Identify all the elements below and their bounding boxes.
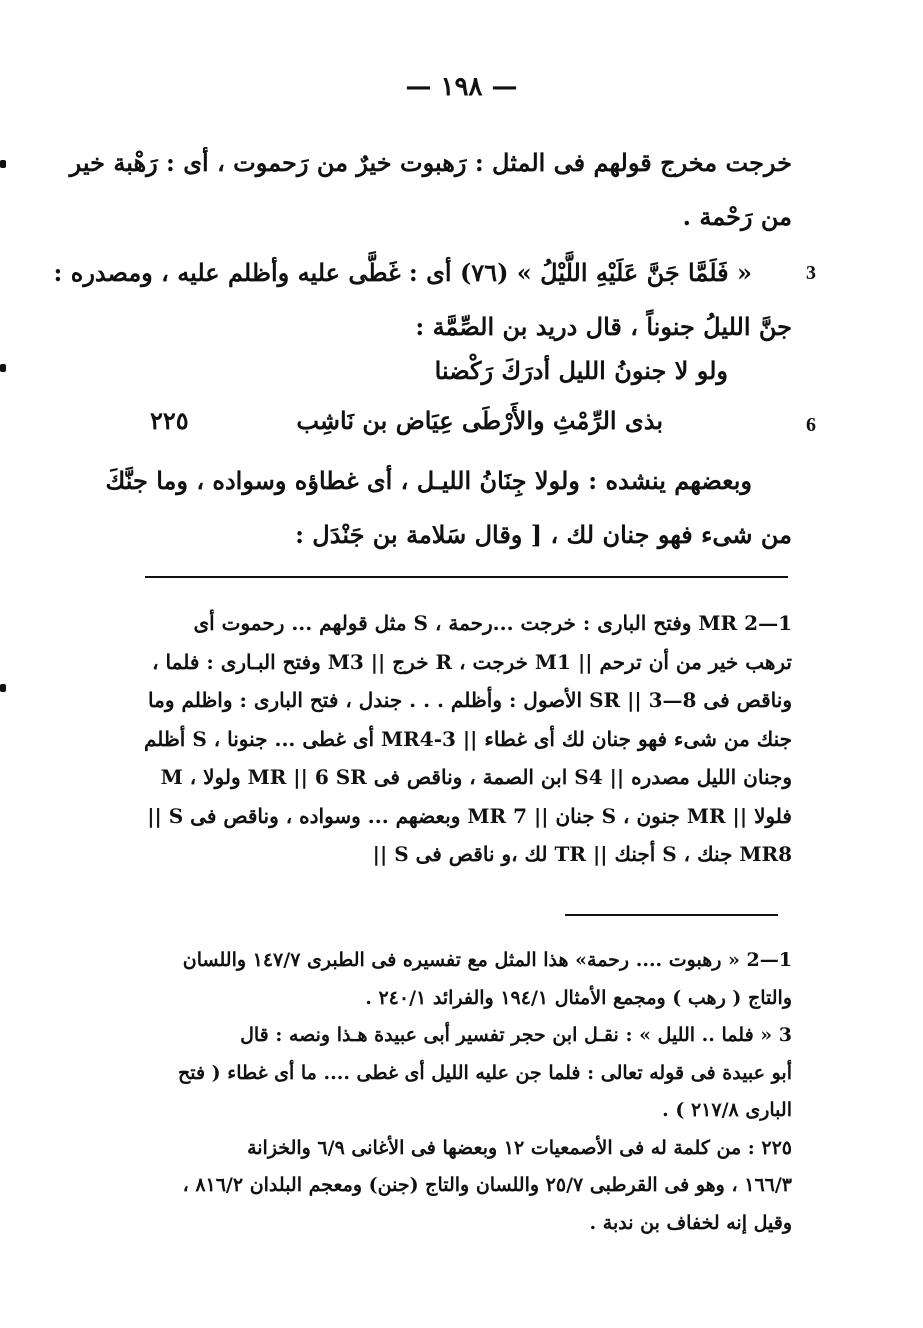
text-line: من شىء فهو جنان لك ، [ وقال سَلامة بن جَنْدَل : xyxy=(295,520,792,549)
apparatus-line: جنك من شىء فهو جنان لك أى غطاء || MR4-3 أى غطى ... جنونا ، S أظلم xyxy=(143,726,792,751)
footnote-line: أبو عبيدة فى قوله تعالى : فلما جن عليه الليل أى غطى .... ما أى غطاء ( فتح xyxy=(177,1061,792,1084)
footnote-line: ١٦٦/٣ ، وهو فى القرطبى ٢٥/٧ واللسان والتاج (جنن) ومعجم البلدان ٨١٦/٢ ، xyxy=(182,1174,792,1196)
apparatus-line: ترهب خير من أن ترحم || M1 خرجت ، R خرج || M3 وفتح البـارى : فلما ، xyxy=(152,649,792,674)
text-line: وبعضهم ينشده : ولولا جِنَانُ الليـل ، أى غطاؤه وسواده ، وما جنَّكَ xyxy=(105,466,752,495)
scan-edge-mark xyxy=(0,160,6,168)
apparatus-line: MR8 جنك ، S أجنك || TR لك ،و ناقص فى S || xyxy=(372,842,792,866)
footnote-line: 1—2 « رهبوت .... رحمة» هذا المثل مع تفسيره فى الطبرى ١٤٧/٧ واللسان xyxy=(182,949,792,971)
footnote-line: 3 « فلما .. الليل » : نقـل ابن حجر تفسير أبى عبيدة هـذا ونصه : قال xyxy=(240,1024,792,1046)
scan-edge-mark xyxy=(0,364,6,372)
main-paragraph xyxy=(105,454,792,562)
footnote-line: البارى ٢١٧/٨ ) . xyxy=(662,1099,792,1121)
footnote-line: ٢٢٥ : من كلمة له فى الأصمعيات ١٢ وبعضها فى الأغانى ٦/٩ والخزانة xyxy=(247,1136,792,1159)
footnotes xyxy=(140,942,792,1242)
verse-hemistich: بذى الرِّمْثِ والأَرْطَى عِيَاض بن نَاشِب xyxy=(296,406,663,435)
text-line: من رَحْمة . xyxy=(682,202,792,231)
page-number: — ١٩٨ — xyxy=(405,72,518,102)
apparatus-line: وجنان الليل مصدره || S4 ابن الصمة ، وناقص فى MR || 6 SR ولولا ، M xyxy=(160,765,792,789)
apparatus-divider xyxy=(145,576,788,578)
main-paragraph xyxy=(53,246,792,354)
apparatus-line: 1—2 MR وفتح البارى : خرجت ...رحمة ، S مثل قولهم ... رحموت أى xyxy=(193,611,792,635)
text-line: « فَلَمَّا جَنَّ عَلَيْهِ اللَّيْلُ » (٧٦) أى : غَطَّى عليه وأظلم عليه ، ومصدره : xyxy=(53,258,752,287)
notes-divider xyxy=(565,914,778,916)
line-number-marker: 3 xyxy=(806,262,816,284)
apparatus-line: فلولا || MR جنون ، S جنان || MR 7 وبعضهم ... وسواده ، وناقص فى S || xyxy=(147,803,792,828)
footnote-line: وقيل إنه لخفاف بن ندبة . xyxy=(589,1211,792,1234)
main-paragraph xyxy=(69,136,792,244)
text-line: خرجت مخرج قولهم فى المثل : رَهبوت خيرٌ من رَحموت ، أى : رَهْبة خير xyxy=(69,148,792,177)
critical-apparatus xyxy=(140,604,792,874)
verse-number: ٢٢٥ xyxy=(150,406,189,435)
scan-edge-mark xyxy=(0,684,6,692)
text-line: جنَّ الليلُ جنوناً ، قال دريد بن الصِّمَّة : xyxy=(415,312,792,341)
apparatus-line: وناقص فى SR || 3—8 الأصول : وأظلم . . . جندل ، فتح البارى : واظلم وما xyxy=(148,688,792,712)
line-number-marker: 6 xyxy=(806,414,816,436)
verse-hemistich: ولو لا جنونُ الليل أدرَكَ رَكْضنا xyxy=(434,356,728,385)
footnote-line: والتاج ( رهب ) ومجمع الأمثال ١٩٤/١ والفرائد ٢٤٠/١ . xyxy=(365,986,792,1009)
